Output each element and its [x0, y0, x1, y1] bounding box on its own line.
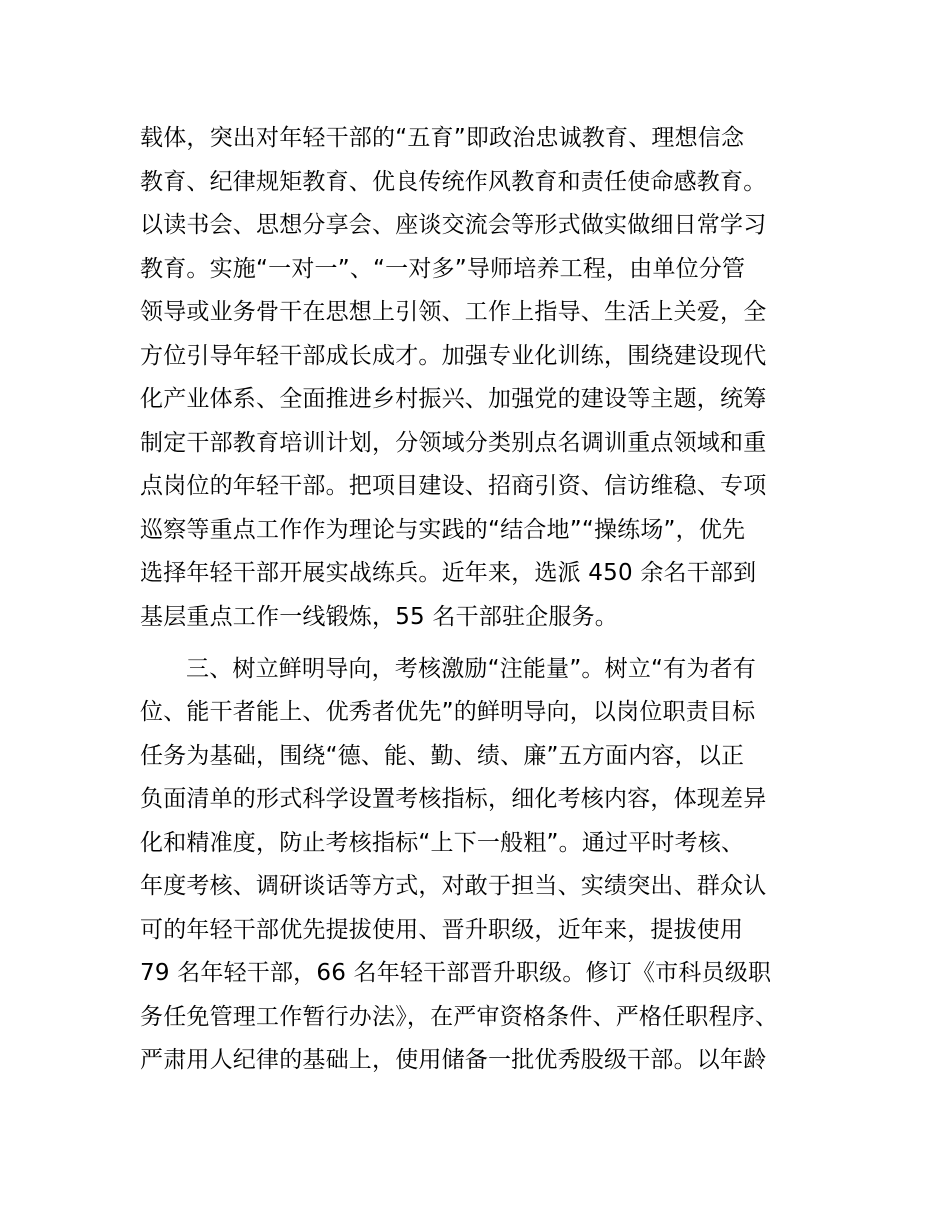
- text-line: 任务为基础，围绕“德、能、勤、绩、廉”五方面内容，以正: [140, 743, 745, 769]
- text-line: 严肃用人纪律的基础上，使用储备一批优秀股级干部。以年龄: [140, 1047, 767, 1073]
- text-line: 方位引导年轻干部成长成才。加强专业化训练，围绕建设现代: [140, 343, 767, 369]
- text-line: 领导或业务骨干在思想上引领、工作上指导、生活上关爱，全: [140, 299, 767, 325]
- text-line: 教育。实施“一对一”、“一对多”导师培养工程，由单位分管: [140, 256, 746, 282]
- text-line: 以读书会、思想分享会、座谈交流会等形式做实做细日常学习: [140, 212, 767, 238]
- text-line: 载体，突出对年轻干部的“五育”即政治忠诚教育、理想信念: [140, 125, 745, 151]
- text-line: 巡察等重点工作作为理论与实践的“结合地”“操练场”，优先: [140, 517, 746, 543]
- text-line: 负面清单的形式科学设置考核指标，细化考核内容，体现差异: [140, 786, 767, 812]
- text-line: 选择年轻干部开展实战练兵。近年来，选派 450 余名干部到: [140, 560, 757, 586]
- text-line: 化和精准度，防止考核指标“上下一般粗”。通过平时考核、: [140, 830, 745, 856]
- text-line: 教育、纪律规矩教育、优良传统作风教育和责任使命感教育。: [140, 169, 767, 195]
- text-line: 制定干部教育培训计划，分领域分类别点名调训重点领域和重: [140, 430, 767, 456]
- text-line: 务任免管理工作暂行办法》，在严审资格条件、严格任职程序、: [140, 1004, 779, 1030]
- text-line: 基层重点工作一线锻炼，55 名干部驻企服务。: [140, 604, 618, 630]
- text-line: 年度考核、调研谈话等方式，对敢于担当、实绩突出、群众认: [140, 873, 767, 899]
- text-line: 可的年轻干部优先提拔使用、晋升职级，近年来，提拔使用: [140, 917, 744, 943]
- text-line: 79 名年轻干部，66 名年轻干部晋升职级。修订《市科员级职: [140, 960, 772, 986]
- text-line: 位、能干者能上、优秀者优先”的鲜明导向，以岗位职责目标: [140, 699, 756, 725]
- text-line: 化产业体系、全面推进乡村振兴、加强党的建设等主题，统筹: [140, 386, 767, 412]
- text-line: 点岗位的年轻干部。把项目建设、招商引资、信访维稳、专项: [140, 473, 767, 499]
- text-line: 三、树立鲜明导向，考核激励“注能量”。树立“有为者有: [186, 656, 756, 682]
